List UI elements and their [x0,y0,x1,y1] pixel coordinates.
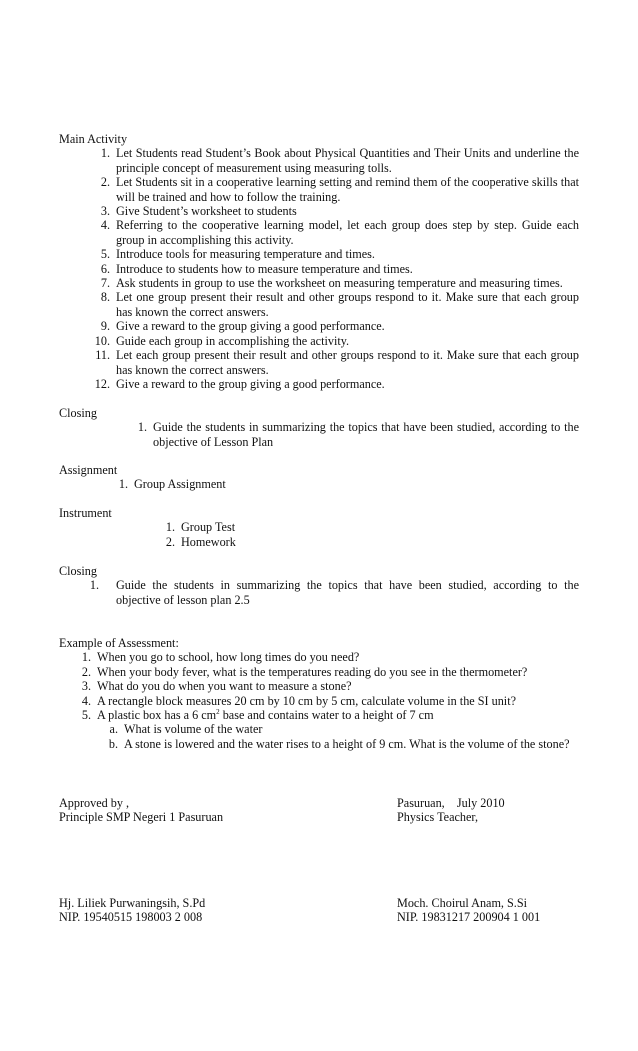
list-item [59,665,579,679]
list-item [59,708,579,722]
main-activity-list [59,146,579,391]
list-number: 1. [81,650,91,665]
list-item [59,420,579,449]
list-text: Guide the students in summarizing the topics that have been studied, according to the objective of Lesson Plan [153,420,579,449]
list-item [59,146,579,175]
list-item [59,290,579,319]
sub-list-item [59,737,579,751]
list-text: A rectangle block measures 20 cm by 10 cm by 5 cm, calculate volume in the SI unit? [97,693,516,708]
list-number: 5. [100,247,110,262]
closing-heading: Closing [59,406,97,420]
main-activity-heading: Main Activity [59,132,128,146]
closing-list [59,578,579,607]
list-item [59,276,579,290]
sub-list-text: What is volume of the water [124,722,263,737]
list-item [59,262,579,276]
list-item [59,247,579,261]
list-item [59,319,579,333]
signature-right-header [397,796,505,825]
closing-heading: Closing [59,564,97,578]
signature-left-header [59,796,223,825]
list-item [59,535,579,549]
physics-teacher-label: Physics Teacher, [397,810,479,825]
instrument-section [59,506,579,549]
place-date-label: Pasuruan, July 2010 [397,796,505,810]
list-text: Introduce tools for measuring temperature and times. [116,247,375,262]
signature-left-name [59,896,205,925]
item-text-before: A plastic box has a 6 cm [97,708,217,723]
list-item [59,520,579,534]
assignment-section [59,463,579,492]
list-text: Guide the students in summarizing the topics that have been studied, according to the objective of lesson plan 2.5 [116,578,579,607]
instrument-heading: Instrument [59,506,112,520]
list-item [59,204,579,218]
list-text: Let Students read Student’s Book about Physical Quantities and Their Units and underline the principle concept of measurement using measuring tolls. [116,146,579,175]
sub-list-item [59,722,579,736]
list-number: 10. [94,333,110,348]
list-text: Group Test [181,520,236,535]
list-text [97,708,579,722]
list-number: 9. [100,319,110,334]
list-text: What do you do when you want to measure a stone? [97,679,352,694]
list-item [59,477,579,491]
assessment-list [59,650,579,722]
principle-label: Principle SMP Negeri 1 Pasuruan [59,810,224,825]
list-number: 1. [100,146,110,161]
list-item [59,218,579,247]
list-number: 2. [100,175,110,190]
sub-list-letter: b. [108,736,118,751]
sub-list-text: A stone is lowered and the water rises to a height of 9 cm. What is the volume of the stone? [124,736,570,751]
list-text: Let Students sit in a cooperative learning setting and remind them of the cooperative skills that will be trained and how to follow the training. [116,175,579,204]
list-text: When you go to school, how long times do you need? [97,650,360,665]
list-text: Introduce to students how to measure temperature and times. [116,261,413,276]
list-number: 4. [81,693,91,708]
assignment-list [59,477,579,491]
list-text: Referring to the cooperative learning model, let each group does step by step. Guide each group in accomplishing this activity. [116,218,579,247]
list-number: 2. [165,534,175,549]
closing-list [59,420,579,449]
list-text: Give a reward to the group giving a good performance. [116,319,385,334]
list-item [59,578,579,607]
list-text: Give a reward to the group giving a good performance. [116,376,385,391]
list-text: Let each group present their result and other groups respond to it. Make sure that each group has known the correct answers. [116,348,579,377]
list-text: Group Assignment [134,477,226,492]
closing-section-1 [59,406,579,449]
list-item [59,348,579,377]
list-number: 1. [118,477,128,492]
list-number: 12. [94,376,110,391]
teacher-name: Moch. Choirul Anam, S.Si [397,896,528,910]
approved-by-label: Approved by , [59,796,130,810]
assignment-heading: Assignment [59,463,118,477]
list-number: 3. [81,679,91,694]
list-text: Give Student’s worksheet to students [116,204,297,219]
principal-nip: NIP. 19540515 198003 2 008 [59,910,203,925]
sub-list-letter: a. [109,722,118,737]
item-text-after: base and contains water to a height of 7 cm [219,708,434,723]
list-text: Guide each group in accomplishing the activity. [116,333,350,348]
list-number: 11. [95,348,110,363]
list-number: 1. [137,420,147,435]
list-text: Let one group present their result and other groups respond to it. Make sure that each group has known the correct answers. [116,290,579,319]
signature-right-name [397,896,540,925]
list-item [59,334,579,348]
list-number: 4. [100,218,110,233]
list-text: When your body fever, what is the temperatures reading do you see in the thermometer? [97,664,528,679]
list-item [59,377,579,391]
list-number: 6. [100,261,110,276]
list-number: 7. [100,276,110,291]
list-number: 2. [81,664,91,679]
assessment-heading: Example of Assessment: [59,636,179,650]
list-item [59,650,579,664]
list-number: 5. [81,708,91,723]
list-number: 8. [100,290,110,305]
closing-section-2 [59,564,579,607]
list-number: 1. [165,520,175,535]
superscript: 2 [216,708,220,717]
list-text: Ask students in group to use the worksheet on measuring temperature and measuring times. [116,276,563,291]
list-text: Homework [181,534,236,549]
assessment-section [59,636,579,751]
principal-name: Hj. Liliek Purwaningsih, S.Pd [59,896,206,910]
list-number: 1. [89,578,99,593]
main-activity-section [59,132,579,391]
teacher-nip: NIP. 19831217 200904 1 001 [397,910,541,925]
list-number: 3. [100,204,110,219]
instrument-list [59,520,579,549]
list-item [59,679,579,693]
list-item [59,175,579,204]
list-item [59,694,579,708]
